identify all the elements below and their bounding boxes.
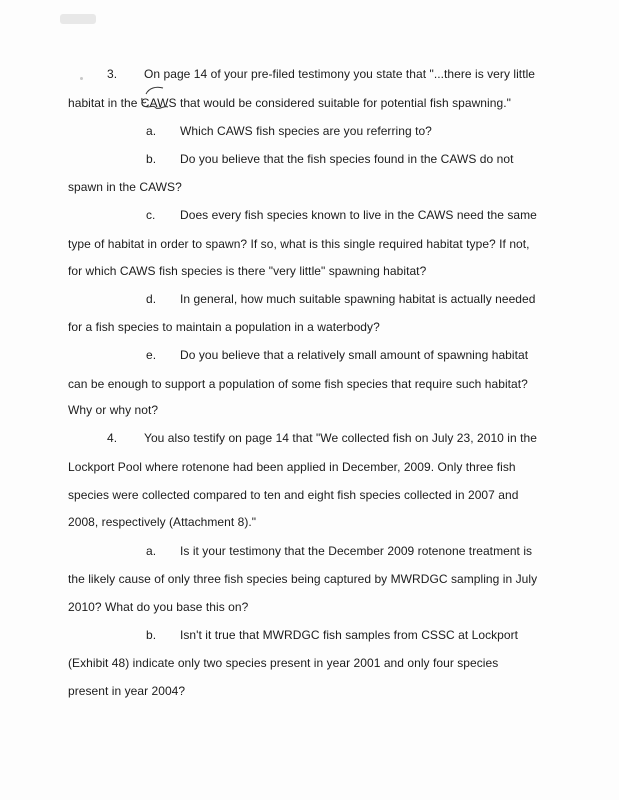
q4-text-line-1: You also testify on page 14 that "We collected fish on July 23, 2010 in the	[144, 431, 537, 445]
handwritten-annotation-icon	[140, 82, 174, 112]
q3-a-text: Which CAWS fish species are you referring to?	[180, 124, 432, 138]
q3-c-label: c.	[146, 208, 156, 222]
q4-text-line-2: Lockport Pool where rotenone had been applied in December, 2009. Only three fish	[68, 460, 516, 474]
q3-e-text-line-3: Why or why not?	[68, 403, 159, 417]
q3-d-label: d.	[146, 292, 157, 306]
q4-b-text-line-3: present in year 2004?	[68, 684, 186, 698]
q3-b-text-line-1: Do you believe that the fish species found in the CAWS do not	[180, 152, 514, 166]
q4-b-label: b.	[146, 628, 157, 642]
q3-e-label: e.	[146, 348, 157, 362]
q3-e-text-line-2: can be enough to support a population of some fish species that require such habitat?	[68, 377, 528, 391]
q3-c-text-line-1: Does every fish species known to live in the CAWS need the same	[180, 208, 537, 222]
q4-text-line-4: 2008, respectively (Attachment 8)."	[68, 515, 257, 529]
q3-c-text-line-2: type of habitat in order to spawn? If so, what is this single required habitat type? If not,	[68, 237, 530, 251]
q3-b-label: b.	[146, 152, 157, 166]
q4-number: 4.	[107, 431, 118, 445]
q3-number: 3.	[107, 67, 118, 81]
page-header-smudge	[60, 14, 96, 24]
q3-d-text-line-2: for a fish species to maintain a population in a waterbody?	[68, 320, 380, 334]
q3-a-label: a.	[146, 124, 157, 138]
q3-text-line-1: On page 14 of your pre-filed testimony you state that "...there is very little	[144, 67, 536, 81]
q4-a-text-line-1: Is it your testimony that the December 2009 rotenone treatment is	[180, 544, 533, 558]
q3-d-text-line-1: In general, how much suitable spawning habitat is actually needed	[180, 292, 536, 306]
q4-text-line-3: species were collected compared to ten and eight fish species collected in 2007 and	[68, 488, 519, 502]
paragraph-mark	[80, 77, 83, 80]
q4-b-text-line-2: (Exhibit 48) indicate only two species present in year 2001 and only four species	[68, 656, 499, 670]
q4-b-text-line-1: Isn't it true that MWRDGC fish samples from CSSC at Lockport	[180, 628, 519, 642]
q4-a-label: a.	[146, 544, 157, 558]
q4-a-text-line-3: 2010? What do you base this on?	[68, 600, 249, 614]
q3-e-text-line-1: Do you believe that a relatively small amount of spawning habitat	[180, 348, 529, 362]
q3-b-text-line-2: spawn in the CAWS?	[68, 180, 182, 194]
q3-text-line-2: habitat in the CAWS that would be considered suitable for potential fish spawning."	[68, 96, 511, 110]
q4-a-text-line-2: the likely cause of only three fish species being captured by MWRDGC sampling in July	[68, 572, 538, 586]
q3-c-text-line-3: for which CAWS fish species is there "very little" spawning habitat?	[68, 264, 427, 278]
